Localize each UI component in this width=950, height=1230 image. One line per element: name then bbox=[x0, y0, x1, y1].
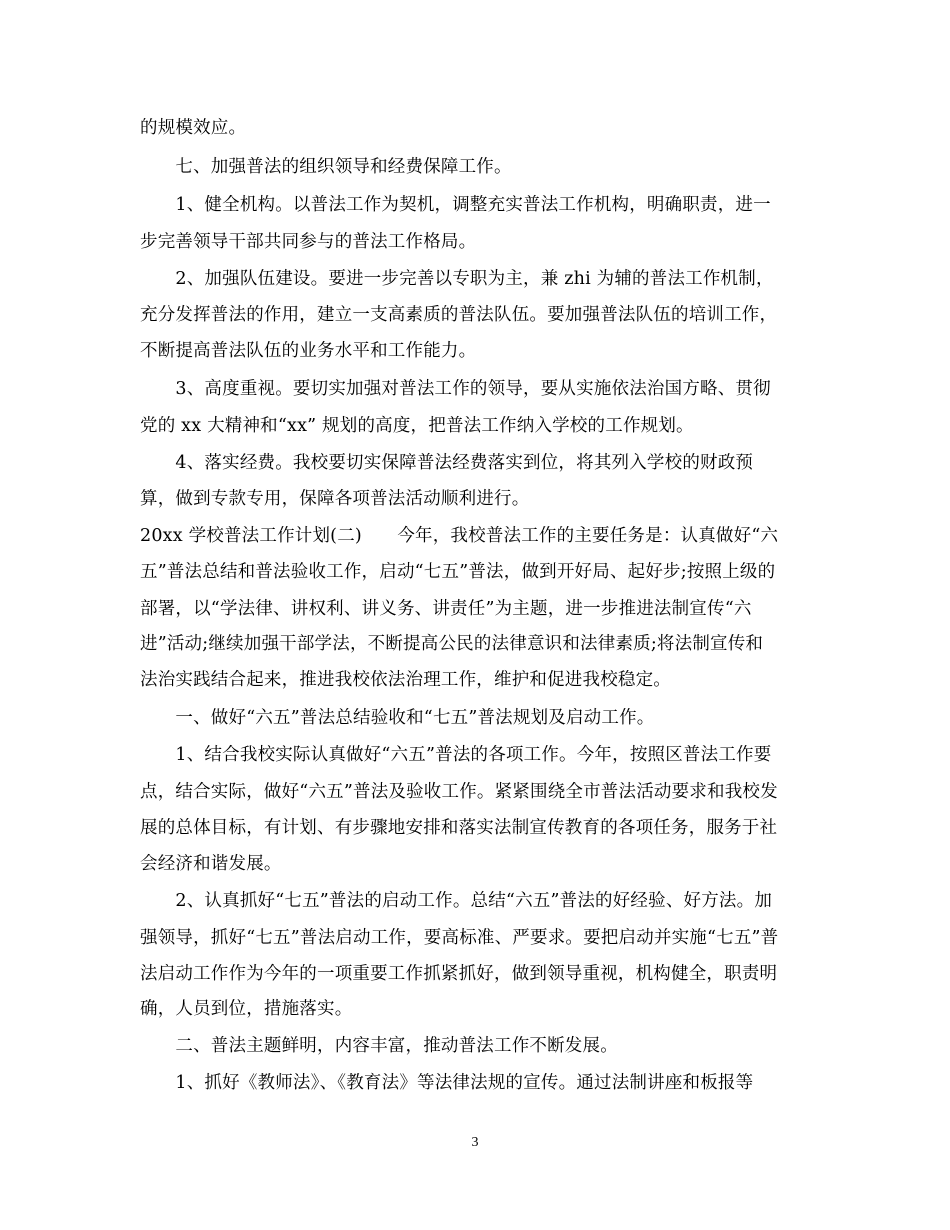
text-line: 法启动工作作为今年的一项重要工作抓紧抓好，做到领导重视，机构健全，职责明 bbox=[140, 964, 778, 984]
text-line: 一、做好“六五”普法总结验收和“七五”普法规划及启动工作。 bbox=[140, 708, 655, 728]
text-line: 2、加强队伍建设。要进一步完善以专职为主，兼 zhi 为辅的普法工作机制， bbox=[140, 269, 774, 289]
text-line: 部署，以“学法律、讲权利、讲义务、讲责任”为主题，进一步推进法制宣传“六 bbox=[140, 599, 752, 619]
page-number: 3 bbox=[471, 1135, 479, 1150]
text-line: 会经济和谐发展。 bbox=[140, 854, 282, 874]
text-line: 1、结合我校实际认真做好“六五”普法的各项工作。今年，按照区普法工作要 bbox=[140, 745, 772, 765]
text-line: 步完善领导干部共同参与的普法工作格局。 bbox=[140, 232, 477, 252]
text-line: 2、认真抓好“七五”普法的启动工作。总结“六五”普法的好经验、好方法。加 bbox=[140, 891, 773, 911]
text-line: 党的 xx 大精神和“xx” 规划的高度，把普法工作纳入学校的工作规划。 bbox=[140, 416, 694, 436]
text-line: 点，结合实际，做好“六五”普法及验收工作。紧紧围绕全市普法活动要求和我校发 bbox=[140, 782, 778, 802]
text-line: 1、健全机构。以普法工作为契机，调整充实普法工作机构，明确职责，进一 bbox=[140, 195, 771, 215]
text-line: 五”普法总结和普法验收工作，启动“七五”普法，做到开好局、起好步;按照上级的 bbox=[140, 562, 776, 582]
text-line: 的规模效应。 bbox=[140, 118, 247, 138]
text-line: 展的总体目标，有计划、有步骤地安排和落实法制宣传教育的各项任务，服务于社 bbox=[140, 818, 778, 838]
text-line: 二、普法主题鲜明，内容丰富，推动普法工作不断发展。 bbox=[140, 1036, 618, 1056]
text-line: 4、落实经费。我校要切实保障普法经费落实到位，将其列入学校的财政预 bbox=[140, 453, 754, 473]
text-line: 不断提高普法队伍的业务水平和工作能力。 bbox=[140, 341, 477, 361]
text-line: 算，做到专款专用，保障各项普法活动顺利进行。 bbox=[140, 489, 530, 509]
text-line: 强领导，抓好“七五”普法启动工作，要高标准、严要求。要把启动并实施“七五”普 bbox=[140, 928, 779, 948]
text-line: 充分发挥普法的作用，建立一支高素质的普法队伍。要加强普法队伍的培训工作， bbox=[140, 305, 778, 325]
text-line: 3、高度重视。要切实加强对普法工作的领导，要从实施依法治国方略、贯彻 bbox=[140, 379, 771, 399]
text-line: 七、加强普法的组织领导和经费保障工作。 bbox=[140, 157, 512, 177]
text-line: 确，人员到位，措施落实。 bbox=[140, 999, 353, 1019]
text-line: 进”活动;继续加强干部学法，不断提高公民的法律意识和法律素质;将法制宣传和 bbox=[140, 634, 764, 654]
text-line: 法治实践结合起来，推进我校依法治理工作，维护和促进我校稳定。 bbox=[140, 670, 671, 690]
text-line: 1、抓好《教师法》、《教育法》等法律法规的宣传。通过法制讲座和板报等 bbox=[140, 1073, 754, 1093]
text-line: 20xx 学校普法工作计划(二) 今年，我校普法工作的主要任务是：认真做好“六 bbox=[140, 526, 779, 546]
